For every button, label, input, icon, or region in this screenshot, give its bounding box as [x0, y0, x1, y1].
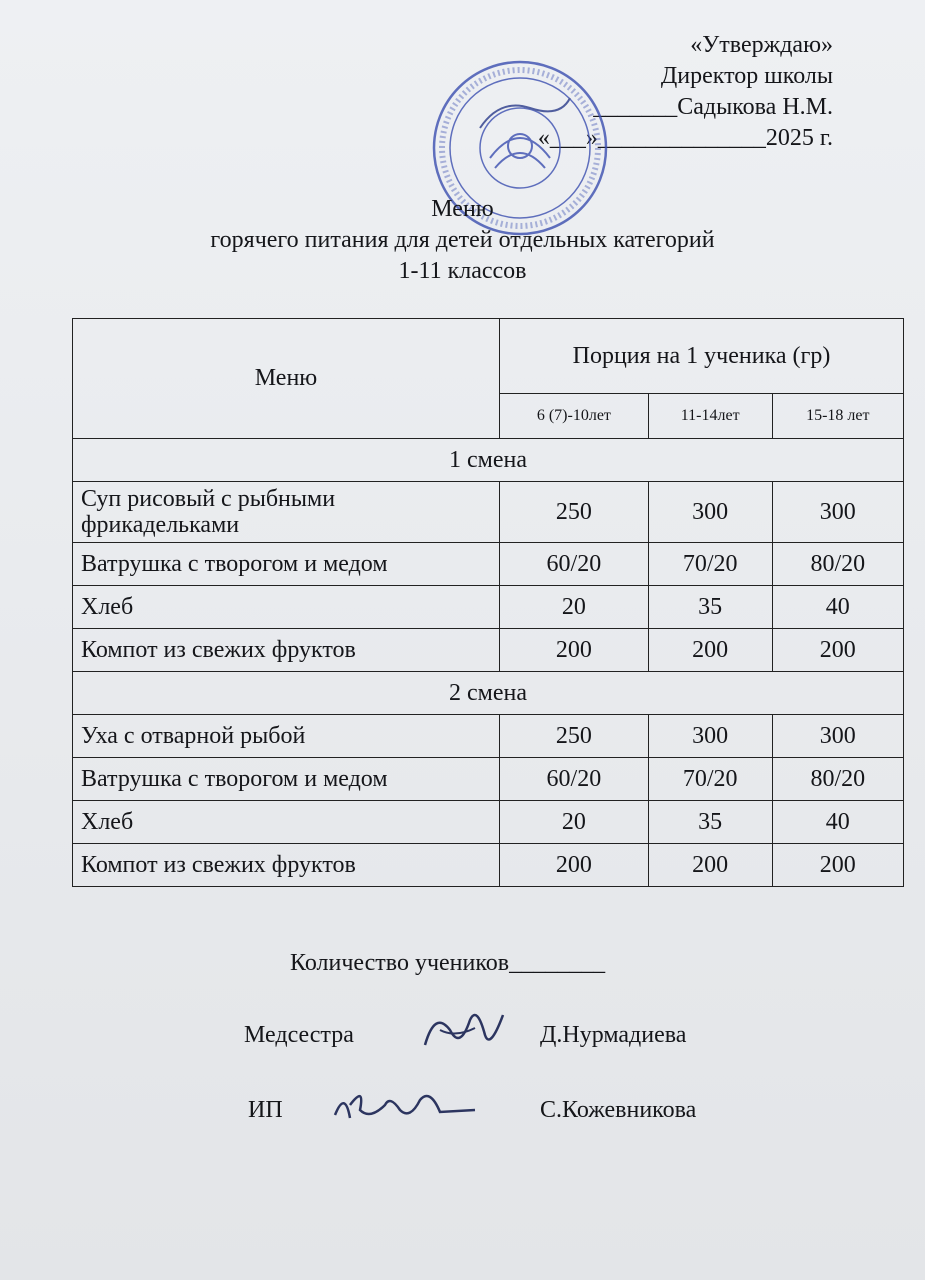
dish-name: Компот из свежих фруктов	[73, 844, 500, 887]
portion-value: 250	[500, 715, 649, 758]
table-row	[73, 758, 904, 801]
portion-value: 70/20	[648, 543, 772, 586]
table-row	[73, 543, 904, 586]
approval-heading: «Утверждаю»	[690, 32, 833, 58]
header-menu: Меню	[73, 319, 500, 439]
title-grades: 1-11 классов	[398, 258, 527, 284]
portion-value: 80/20	[772, 543, 903, 586]
title-menu: Меню	[431, 196, 494, 222]
portion-value: 35	[648, 586, 772, 629]
table-row	[73, 801, 904, 844]
portion-value: 40	[772, 586, 903, 629]
students-count: Количество учеников________	[290, 950, 606, 976]
dish-name: Компот из свежих фруктов	[73, 629, 500, 672]
portion-value: 200	[500, 629, 649, 672]
portion-value: 200	[648, 629, 772, 672]
table-row	[73, 586, 904, 629]
nurse-role: Медсестра	[244, 1022, 354, 1048]
menu-table	[72, 318, 904, 887]
approval-date: «___»______________2025 г.	[537, 125, 833, 151]
shift-2-label: 2 смена	[73, 672, 904, 715]
dish-name: Хлеб	[73, 801, 500, 844]
portion-value: 300	[772, 482, 903, 543]
table-row	[73, 629, 904, 672]
portion-value: 300	[648, 482, 772, 543]
portion-value: 200	[500, 844, 649, 887]
portion-value: 60/20	[500, 758, 649, 801]
portion-value: 200	[772, 844, 903, 887]
dish-name: Суп рисовый с рыбными фрикадельками	[73, 482, 500, 543]
age-group-1: 6 (7)-10лет	[500, 394, 649, 439]
age-group-3: 15-18 лет	[772, 394, 903, 439]
nurse-name: Д.Нурмадиева	[540, 1022, 687, 1048]
age-group-2: 11-14лет	[648, 394, 772, 439]
portion-value: 80/20	[772, 758, 903, 801]
table-row	[73, 715, 904, 758]
portion-value: 250	[500, 482, 649, 543]
portion-value: 70/20	[648, 758, 772, 801]
table-row	[73, 844, 904, 887]
portion-value: 35	[648, 801, 772, 844]
ip-signature-icon	[330, 1080, 480, 1130]
dish-name: Ватрушка с творогом и медом	[73, 543, 500, 586]
portion-value: 20	[500, 801, 649, 844]
dish-name: Ватрушка с творогом и медом	[73, 758, 500, 801]
portion-value: 300	[648, 715, 772, 758]
title-subtitle: горячего питания для детей отдельных категорий	[210, 227, 715, 253]
shift-1-label: 1 смена	[73, 439, 904, 482]
dish-name: Уха с отварной рыбой	[73, 715, 500, 758]
ip-role: ИП	[248, 1097, 283, 1123]
table-row	[73, 482, 904, 543]
portion-value: 200	[648, 844, 772, 887]
dish-name: Хлеб	[73, 586, 500, 629]
portion-value: 300	[772, 715, 903, 758]
ip-name: С.Кожевникова	[540, 1097, 697, 1123]
portion-value: 20	[500, 586, 649, 629]
portion-value: 40	[772, 801, 903, 844]
director-name: _______Садыкова Н.М.	[593, 94, 833, 120]
director-title: Директор школы	[660, 63, 833, 89]
portion-value: 60/20	[500, 543, 649, 586]
portion-value: 200	[772, 629, 903, 672]
document-title	[0, 194, 925, 287]
nurse-signature-icon	[415, 1000, 510, 1060]
header-portion: Порция на 1 ученика (гр)	[500, 319, 904, 394]
